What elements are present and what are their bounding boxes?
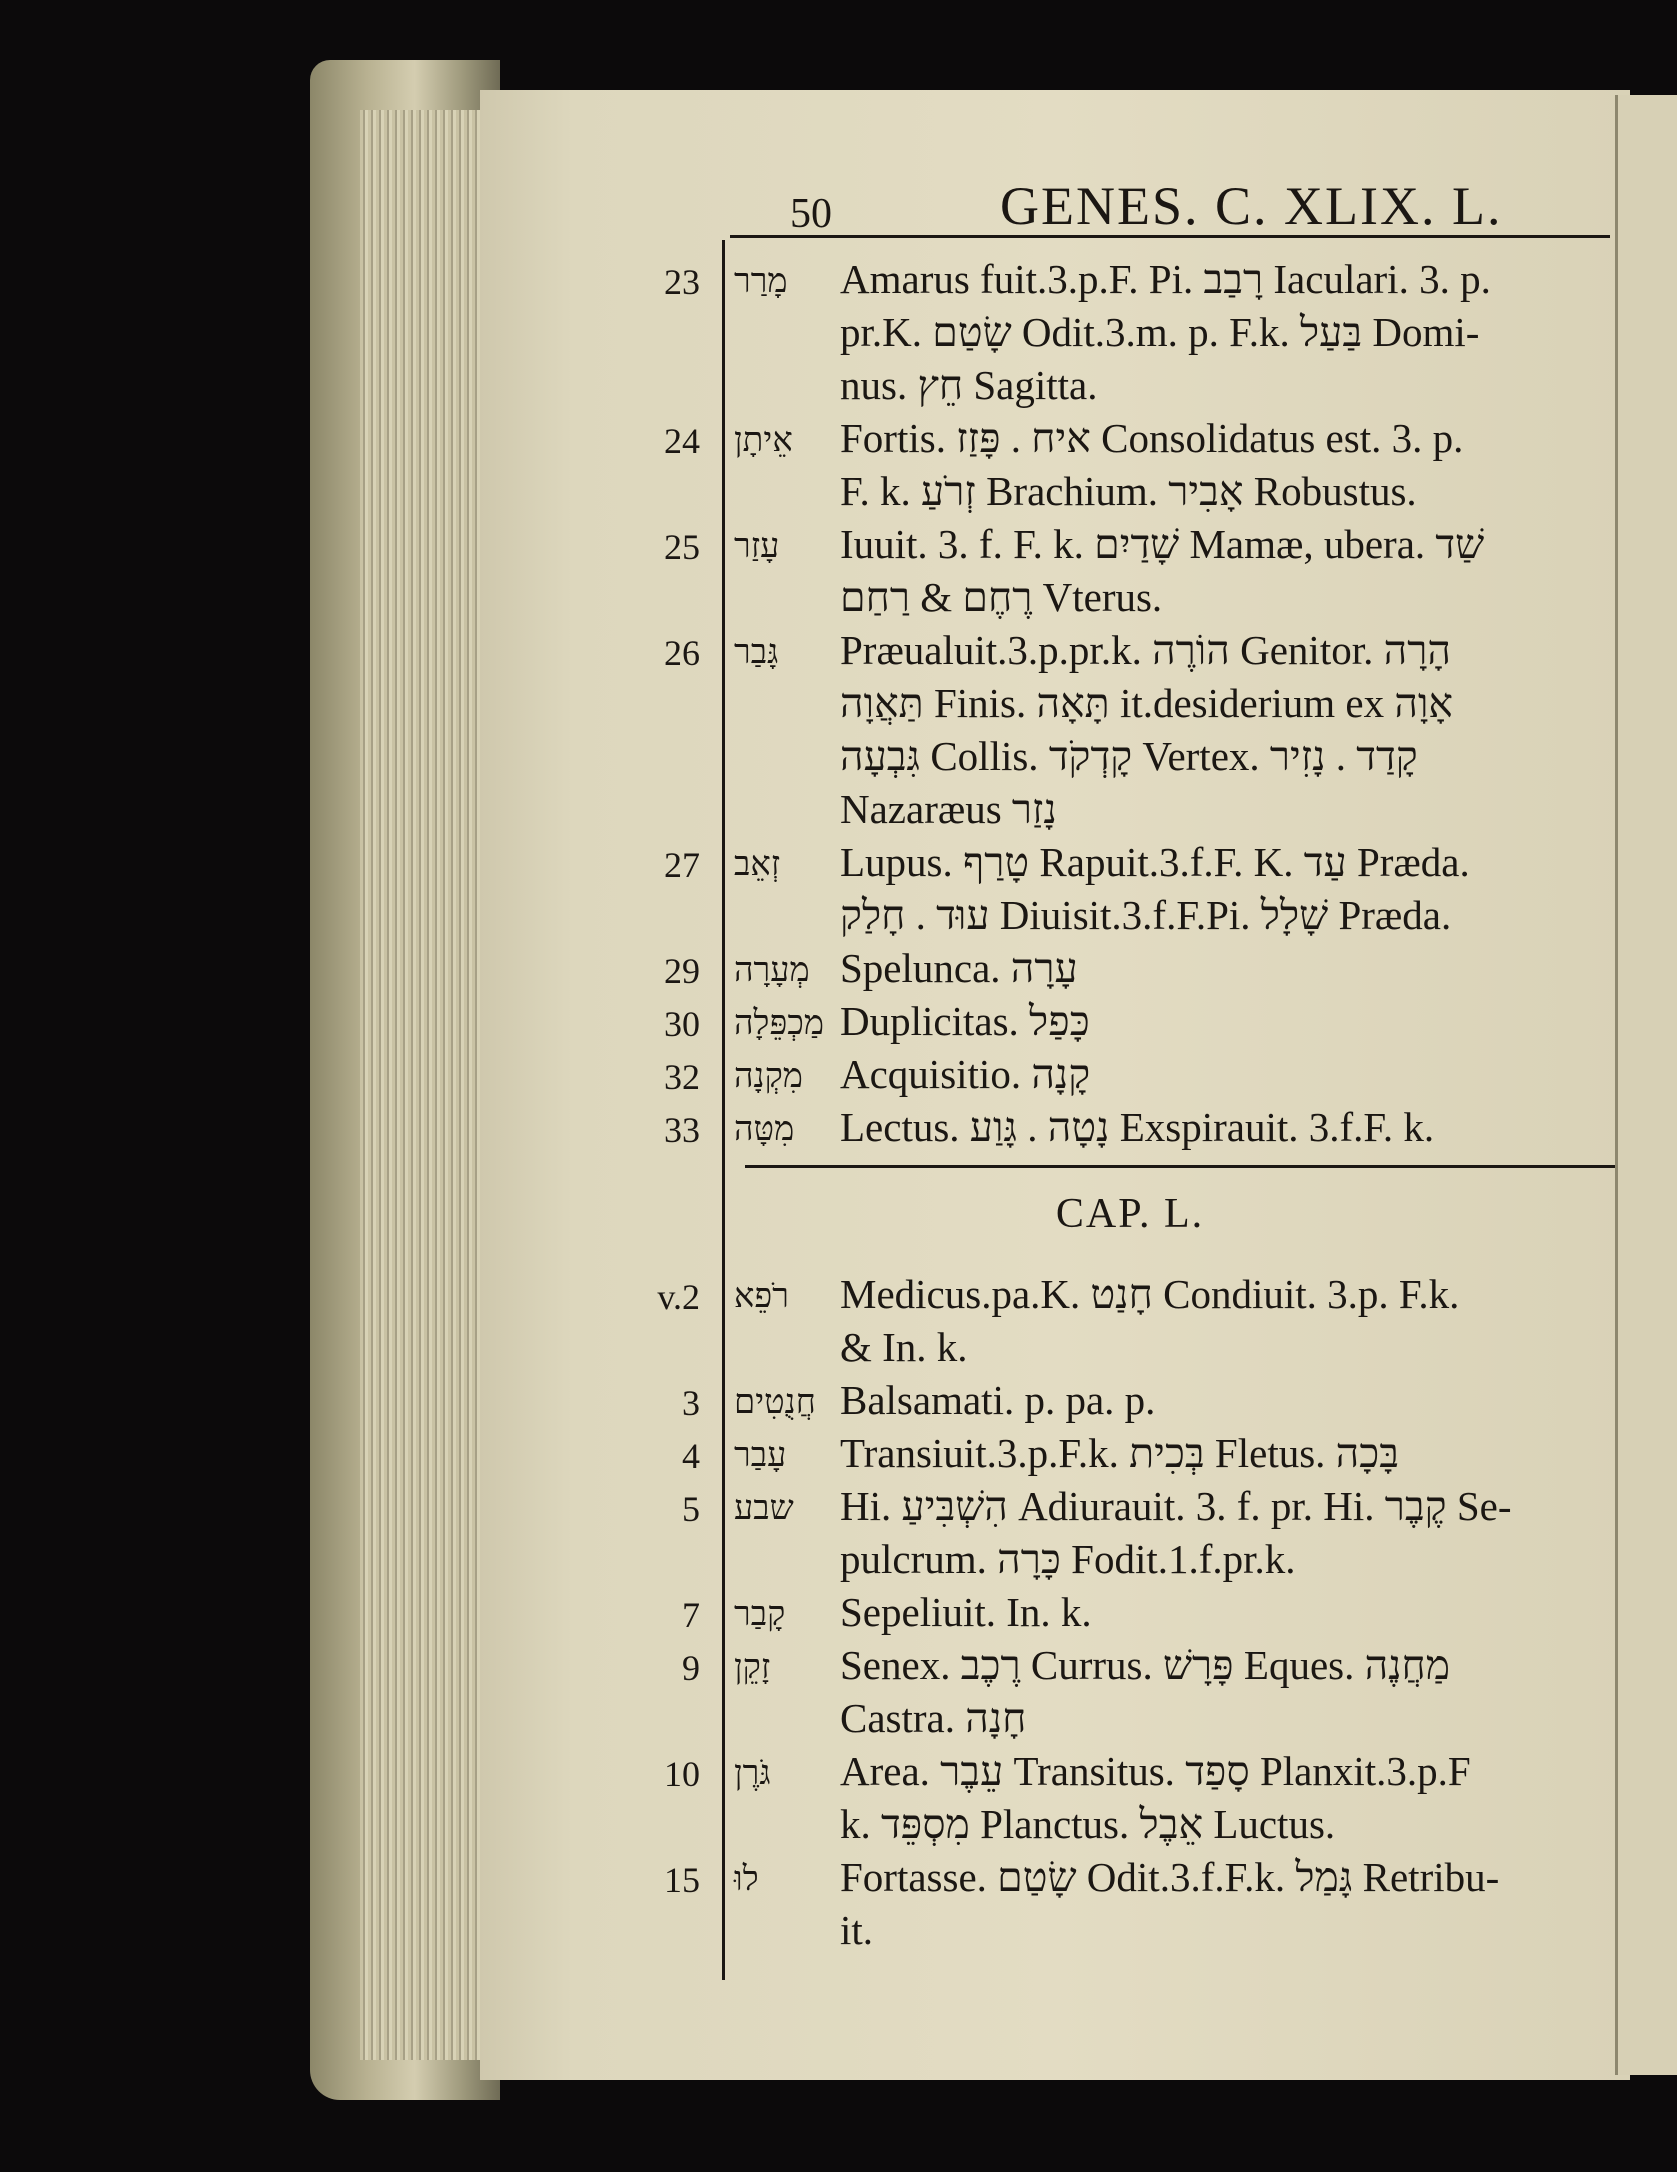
latin-gloss: Senex. רֶכֶב Currus. פָּרָשׁ Eques. מַחֲנֶה bbox=[840, 1642, 1451, 1688]
entry-line bbox=[650, 573, 1610, 633]
entry-line bbox=[650, 308, 1610, 368]
entry-line bbox=[650, 1906, 1610, 1966]
entry-line bbox=[650, 1482, 1610, 1542]
entry-line bbox=[650, 1270, 1610, 1330]
latin-gloss: תַּאֲוָה Finis. תָּאָה it.desiderium ex אָוָה bbox=[840, 680, 1454, 726]
hebrew-headword: מַכְפֵּלָה bbox=[734, 1003, 825, 1043]
header-rule bbox=[730, 235, 1610, 238]
hebrew-headword: גֹּרֶן bbox=[734, 1753, 771, 1793]
verse-number: 24 bbox=[664, 421, 700, 461]
entry-line bbox=[650, 891, 1610, 951]
verse-number: 33 bbox=[664, 1110, 700, 1150]
entry-line bbox=[650, 785, 1610, 845]
entry-line bbox=[650, 1747, 1610, 1807]
latin-gloss: Nazaræus נָזַר bbox=[840, 786, 1057, 832]
latin-gloss: עוּד . חָלַק Diuisit.3.f.F.Pi. שָׁלָל Præda. bbox=[840, 892, 1452, 938]
entry-line bbox=[650, 1694, 1610, 1754]
latin-gloss: Area. עֵבֶר Transitus. סָפַד Planxit.3.p.F bbox=[840, 1748, 1471, 1794]
entry-line bbox=[650, 255, 1610, 315]
entry-line bbox=[650, 1588, 1610, 1648]
entry-line bbox=[650, 838, 1610, 898]
entry-line bbox=[650, 1535, 1610, 1595]
entry-line bbox=[650, 1103, 1610, 1163]
latin-gloss: Castra. חָנָה bbox=[840, 1695, 1027, 1741]
page-content bbox=[650, 160, 1610, 1953]
latin-gloss: Hi. הִשְׁבִּיעַ Adiurauit. 3. f. pr. Hi. קֶבֶר Se- bbox=[840, 1483, 1512, 1529]
latin-gloss: Balsamati. p. pa. p. bbox=[840, 1377, 1156, 1423]
latin-gloss: nus. חֵץ Sagitta. bbox=[840, 362, 1098, 408]
hebrew-headword: מִטָּה bbox=[734, 1109, 795, 1149]
hebrew-headword: שבע bbox=[734, 1488, 794, 1528]
latin-gloss: pulcrum. כָּרָה Fodit.1.f.pr.k. bbox=[840, 1536, 1296, 1582]
verse-number: 5 bbox=[682, 1489, 700, 1529]
verse-number: 15 bbox=[664, 1860, 700, 1900]
verse-number: 7 bbox=[682, 1595, 700, 1635]
section-rule bbox=[745, 1165, 1615, 1168]
latin-gloss: Spelunca. עָרָה bbox=[840, 945, 1078, 991]
hebrew-headword: מָרַר bbox=[734, 261, 788, 301]
entry-line bbox=[650, 467, 1610, 527]
latin-gloss: Medicus.pa.K. חָנַט Condiuit. 3.p. F.k. bbox=[840, 1271, 1460, 1317]
latin-gloss: Iuuit. 3. f. F. k. שָׁדַיִם Mamæ, ubera. שַׁד bbox=[840, 521, 1485, 567]
hebrew-headword: זָקֵן bbox=[734, 1647, 771, 1687]
hebrew-headword: אֵיתָן bbox=[734, 420, 793, 460]
latin-gloss: Duplicitas. כָּפַל bbox=[840, 998, 1090, 1044]
hebrew-headword: מִקְנָה bbox=[734, 1056, 803, 1096]
latin-gloss: & In. k. bbox=[840, 1324, 968, 1370]
chapter-heading: CAP. L. bbox=[1055, 1191, 1205, 1237]
hebrew-headword: זְאֵב bbox=[734, 844, 781, 884]
verse-number: 25 bbox=[664, 527, 700, 567]
entry-line bbox=[650, 1641, 1610, 1701]
latin-gloss: Fortasse. שָׂטַם Odit.3.f.F.k. גָּמַל Retribu- bbox=[840, 1854, 1500, 1900]
latin-gloss: Lectus. נָטָה . גָּוַע Exspirauit. 3.f.F. k. bbox=[840, 1104, 1435, 1150]
entry-line bbox=[650, 1853, 1610, 1913]
hebrew-headword: גָּבַר bbox=[734, 632, 779, 672]
hebrew-headword: חֲנֻטִים bbox=[734, 1382, 816, 1422]
latin-gloss: Amarus fuit.3.p.F. Pi. רָבַב Iaculari. 3. p. bbox=[840, 256, 1491, 302]
entry-line bbox=[650, 944, 1610, 1004]
latin-gloss: it. bbox=[840, 1907, 874, 1953]
hebrew-headword: עָזַר bbox=[734, 526, 780, 566]
latin-gloss: Fortis. איח . פָּזַז Consolidatus est. 3. p. bbox=[840, 415, 1464, 461]
entry-line bbox=[650, 626, 1610, 686]
latin-gloss: Præualuit.3.p.pr.k. הוֹרֶה Genitor. הָרָה bbox=[840, 627, 1451, 673]
verse-number: 4 bbox=[682, 1436, 700, 1476]
latin-gloss: Lupus. טָרַף Rapuit.3.f.F. K. עַד Præda. bbox=[840, 839, 1470, 885]
entry-line bbox=[650, 520, 1610, 580]
latin-gloss: Sepeliuit. In. k. bbox=[840, 1589, 1092, 1635]
hebrew-headword: קָבַר bbox=[734, 1594, 786, 1634]
hebrew-headword: רֹפֵא bbox=[734, 1276, 789, 1316]
verse-number: 32 bbox=[664, 1057, 700, 1097]
verse-number: v.2 bbox=[657, 1277, 700, 1317]
page-stack bbox=[360, 110, 490, 2060]
entry-line bbox=[650, 1800, 1610, 1860]
latin-gloss: pr.K. שָׂטַם Odit.3.m. p. F.k. בַּעַל Domi- bbox=[840, 309, 1480, 355]
running-title: GENES. C. XLIX. L. bbox=[1000, 176, 1503, 236]
verse-number: 30 bbox=[664, 1004, 700, 1044]
latin-gloss: F. k. זְרֹעַ Brachium. אָבִיר Robustus. bbox=[840, 468, 1417, 514]
verse-number: 29 bbox=[664, 951, 700, 991]
facing-page-edge bbox=[1615, 95, 1677, 2075]
verse-number: 26 bbox=[664, 633, 700, 673]
entry-line bbox=[650, 1050, 1610, 1110]
verse-number: 3 bbox=[682, 1383, 700, 1423]
hebrew-headword: עָבַר bbox=[734, 1435, 787, 1475]
latin-gloss: רֶחֶם & רַחַם Vterus. bbox=[840, 574, 1163, 620]
entry-line bbox=[650, 361, 1610, 421]
verse-number: 9 bbox=[682, 1648, 700, 1688]
entry-line bbox=[650, 1323, 1610, 1383]
page-header bbox=[720, 170, 1610, 240]
latin-gloss: Acquisitio. קָנָה bbox=[840, 1051, 1091, 1097]
entry-line bbox=[650, 679, 1610, 739]
hebrew-headword: מְעָרָה bbox=[734, 950, 810, 990]
latin-gloss: Transiuit.3.p.F.k. בְּכִית Fletus. בָּכָה bbox=[840, 1430, 1400, 1476]
entry-line bbox=[650, 1376, 1610, 1436]
verse-number: 27 bbox=[664, 845, 700, 885]
latin-gloss: גִּבְעָה Collis. קָדְקֹד Vertex. קָדַד . נָזִיר bbox=[840, 733, 1418, 779]
latin-gloss: k. מִסְפֵּד Planctus. אֵבֶל Luctus. bbox=[840, 1801, 1336, 1847]
hebrew-headword: לוּ bbox=[734, 1859, 759, 1899]
verse-number: 10 bbox=[664, 1754, 700, 1794]
verse-number: 23 bbox=[664, 262, 700, 302]
entry-line bbox=[650, 414, 1610, 474]
page-number: 50 bbox=[790, 191, 832, 237]
entry-line bbox=[650, 1429, 1610, 1489]
entry-line bbox=[650, 732, 1610, 792]
entry-line bbox=[650, 997, 1610, 1057]
